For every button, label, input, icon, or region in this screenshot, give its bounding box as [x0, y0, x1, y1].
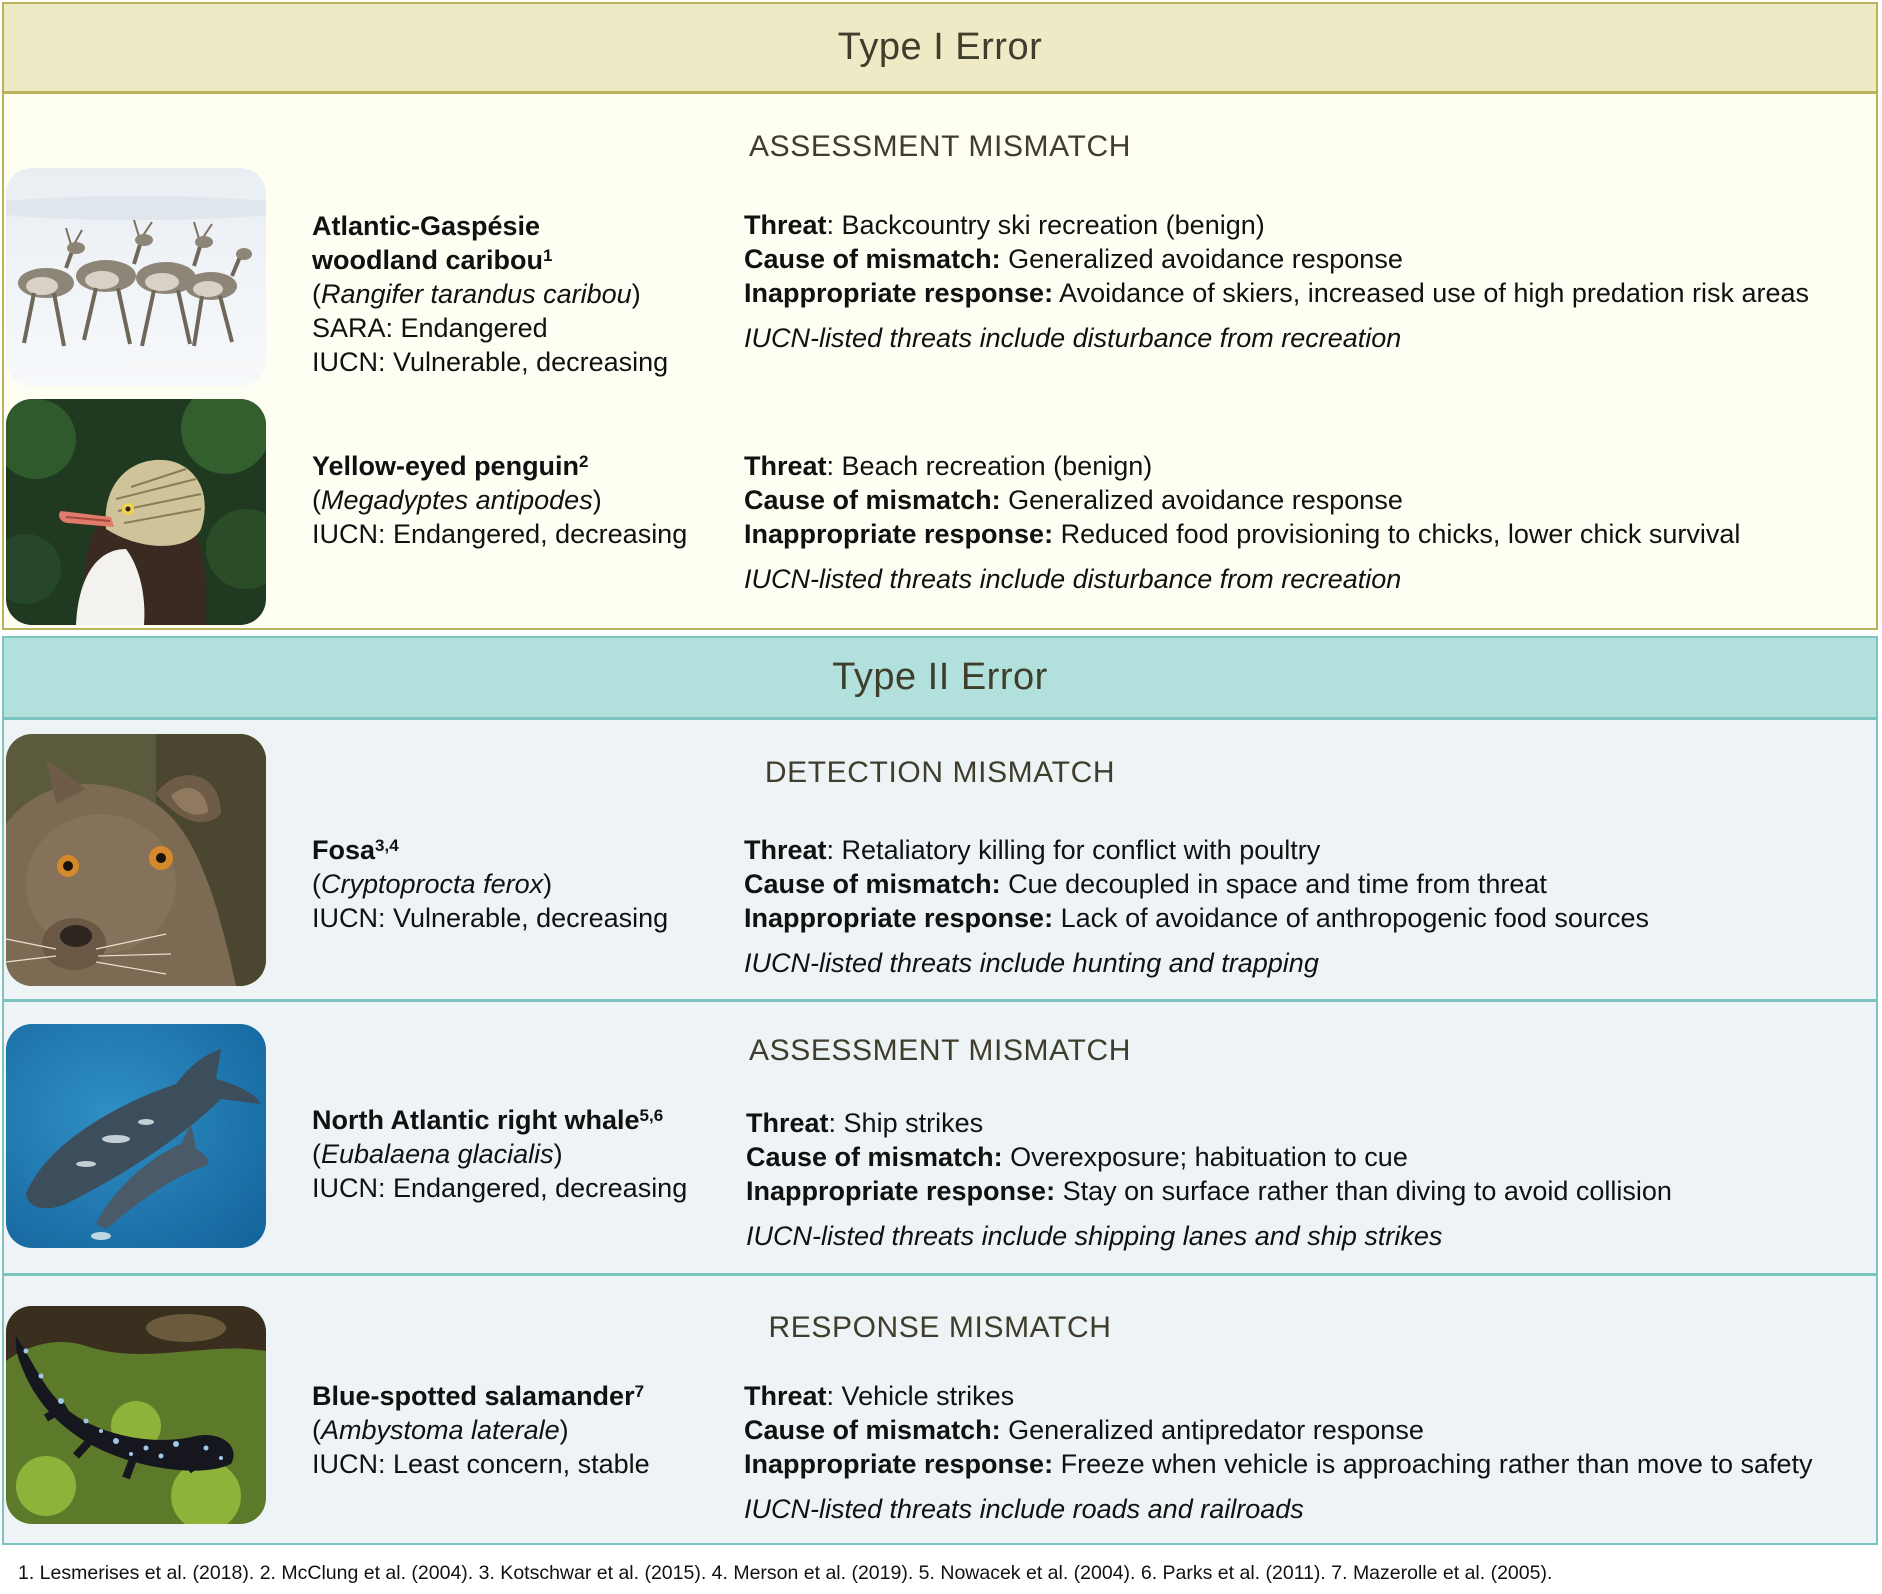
threat-label: Threat	[744, 1381, 827, 1411]
threat-label: Threat	[744, 451, 827, 481]
iucn-threats: IUCN-listed threats include hunting and trapping	[744, 948, 1319, 978]
section-subtitle: RESPONSE MISMATCH	[768, 1311, 1112, 1344]
reference-marker: 7	[634, 1382, 645, 1401]
species-name: Fosa	[312, 835, 376, 865]
scientific-name: Cryptoprocta ferox	[321, 869, 544, 899]
cause-label: Cause of mismatch:	[744, 1415, 1001, 1445]
iucn-status: IUCN: Vulnerable, decreasing	[312, 903, 669, 933]
salamander-photo	[6, 1306, 266, 1524]
species-name	[312, 209, 732, 277]
threat-line: Threat: Ship strikes	[746, 1108, 984, 1138]
cause-label: Cause of mismatch:	[744, 485, 1001, 515]
scientific-name-line: (Cryptoprocta ferox)	[312, 869, 553, 899]
threat-text: Vehicle strikes	[841, 1381, 1015, 1411]
scientific-name-line: (Eubalaena glacialis)	[312, 1139, 563, 1169]
cause-label: Cause of mismatch:	[746, 1142, 1003, 1172]
cause-text: Overexposure; habituation to cue	[1002, 1142, 1408, 1172]
cause-label: Cause of mismatch:	[744, 244, 1001, 274]
type1-header	[4, 4, 1876, 94]
cause-text: Generalized antipredator response	[1000, 1415, 1424, 1445]
references-footnote: 1. Lesmerises et al. (2018). 2. McClung et al. (2004). 3. Kotschwar et al. (2015). 4. Merson et al. (2019). 5. Nowacek et al. (2004). 6. Parks et al. (2011). 7. Mazerolle et al. (2005).	[18, 1562, 1553, 1584]
scientific-name: Eubalaena glacialis	[321, 1139, 554, 1169]
reference-marker: 1	[543, 246, 553, 265]
iucn-status: IUCN: Endangered, decreasing	[312, 519, 688, 549]
threat-text: Beach recreation (benign)	[841, 451, 1153, 481]
caribou-photo	[6, 168, 266, 386]
cause-line	[744, 867, 1649, 901]
iucn-status: IUCN: Vulnerable, decreasing	[312, 347, 669, 377]
scientific-name: Ambystoma laterale	[321, 1415, 560, 1445]
scientific-name: Rangifer tarandus caribou	[321, 279, 632, 309]
response-label: Inappropriate response:	[744, 278, 1054, 308]
section-divider	[4, 999, 1876, 1002]
response-text: Freeze when vehicle is approaching rather than move to safety	[1053, 1449, 1813, 1479]
response-label: Inappropriate response:	[746, 1176, 1056, 1206]
species-caribou	[312, 209, 732, 379]
threat-text: Ship strikes	[843, 1108, 984, 1138]
species-name-line1: Atlantic-Gaspésie	[312, 211, 541, 241]
threat-line: Threat: Backcountry ski recreation (benign)	[744, 210, 1265, 240]
scientific-name: Megadyptes antipodes	[321, 485, 593, 515]
species-salamander	[312, 1379, 732, 1481]
type2-title: Type II Error	[832, 656, 1048, 698]
response-label: Inappropriate response:	[744, 519, 1054, 549]
species-fosa	[312, 833, 732, 935]
threat-text: Backcountry ski recreation (benign)	[841, 210, 1265, 240]
sara-status: SARA: Endangered	[312, 313, 548, 343]
penguin-photo	[6, 399, 266, 625]
threat-block-penguin	[744, 449, 1740, 596]
cause-text: Cue decoupled in space and time from threat	[1000, 869, 1547, 899]
species-name-line2: woodland caribou	[312, 245, 544, 275]
threat-text: Retaliatory killing for conflict with poultry	[841, 835, 1321, 865]
response-text: Avoidance of skiers, increased use of high predation risk areas	[1053, 278, 1810, 308]
response-line	[744, 1447, 1813, 1481]
threat-line: Threat: Vehicle strikes	[744, 1381, 1015, 1411]
threat-label: Threat	[744, 835, 827, 865]
threat-label: Threat	[744, 210, 827, 240]
threat-block-fosa	[744, 833, 1649, 980]
response-label: Inappropriate response:	[744, 1449, 1054, 1479]
threat-block-salamander	[744, 1379, 1813, 1526]
scientific-name-line: (Megadyptes antipodes)	[312, 485, 602, 515]
type2-header	[4, 638, 1876, 720]
response-line	[744, 901, 1649, 935]
threat-block-caribou	[744, 208, 1809, 355]
response-line	[744, 276, 1809, 310]
cause-text: Generalized avoidance response	[1000, 485, 1403, 515]
section-subtitle: ASSESSMENT MISMATCH	[748, 1034, 1131, 1067]
response-line	[746, 1174, 1672, 1208]
species-name: Yellow-eyed penguin	[312, 451, 580, 481]
reference-marker: 3,4	[375, 836, 399, 855]
cause-label: Cause of mismatch:	[744, 869, 1001, 899]
species-whale	[312, 1103, 732, 1205]
whale-photo	[6, 1024, 266, 1248]
iucn-threats: IUCN-listed threats include disturbance from recreation	[744, 564, 1402, 594]
section-divider	[4, 1273, 1876, 1276]
threat-label: Threat	[746, 1108, 829, 1138]
response-text: Reduced food provisioning to chicks, lower chick survival	[1053, 519, 1741, 549]
response-text: Stay on surface rather than diving to avoid collision	[1055, 1176, 1672, 1206]
scientific-name-line: (Rangifer tarandus caribou)	[312, 279, 641, 309]
threat-block-whale	[746, 1106, 1672, 1253]
cause-line	[744, 483, 1740, 517]
iucn-threats: IUCN-listed threats include disturbance from recreation	[744, 323, 1402, 353]
iucn-status: IUCN: Least concern, stable	[312, 1449, 650, 1479]
type1-subtitle: ASSESSMENT MISMATCH	[748, 130, 1131, 163]
section-subtitle: DETECTION MISMATCH	[764, 756, 1116, 789]
threat-line: Threat: Beach recreation (benign)	[744, 451, 1153, 481]
reference-marker: 5,6	[639, 1106, 664, 1125]
iucn-threats: IUCN-listed threats include roads and railroads	[744, 1494, 1304, 1524]
cause-text: Generalized avoidance response	[1000, 244, 1403, 274]
fosa-photo	[6, 734, 266, 986]
iucn-threats: IUCN-listed threats include shipping lanes and ship strikes	[746, 1221, 1443, 1251]
response-line	[744, 517, 1740, 551]
type1-title: Type I Error	[837, 26, 1043, 68]
species-name: North Atlantic right whale	[312, 1105, 640, 1135]
cause-line	[744, 1413, 1813, 1447]
iucn-status: IUCN: Endangered, decreasing	[312, 1173, 688, 1203]
species-name: Blue-spotted salamander	[312, 1381, 635, 1411]
cause-line	[744, 242, 1809, 276]
reference-marker: 2	[579, 452, 589, 471]
response-text: Lack of avoidance of anthropogenic food sources	[1053, 903, 1649, 933]
response-label: Inappropriate response:	[744, 903, 1054, 933]
scientific-name-line: (Ambystoma laterale)	[312, 1415, 569, 1445]
cause-line	[746, 1140, 1672, 1174]
species-penguin	[312, 449, 732, 551]
threat-line: Threat: Retaliatory killing for conflict with poultry	[744, 835, 1321, 865]
